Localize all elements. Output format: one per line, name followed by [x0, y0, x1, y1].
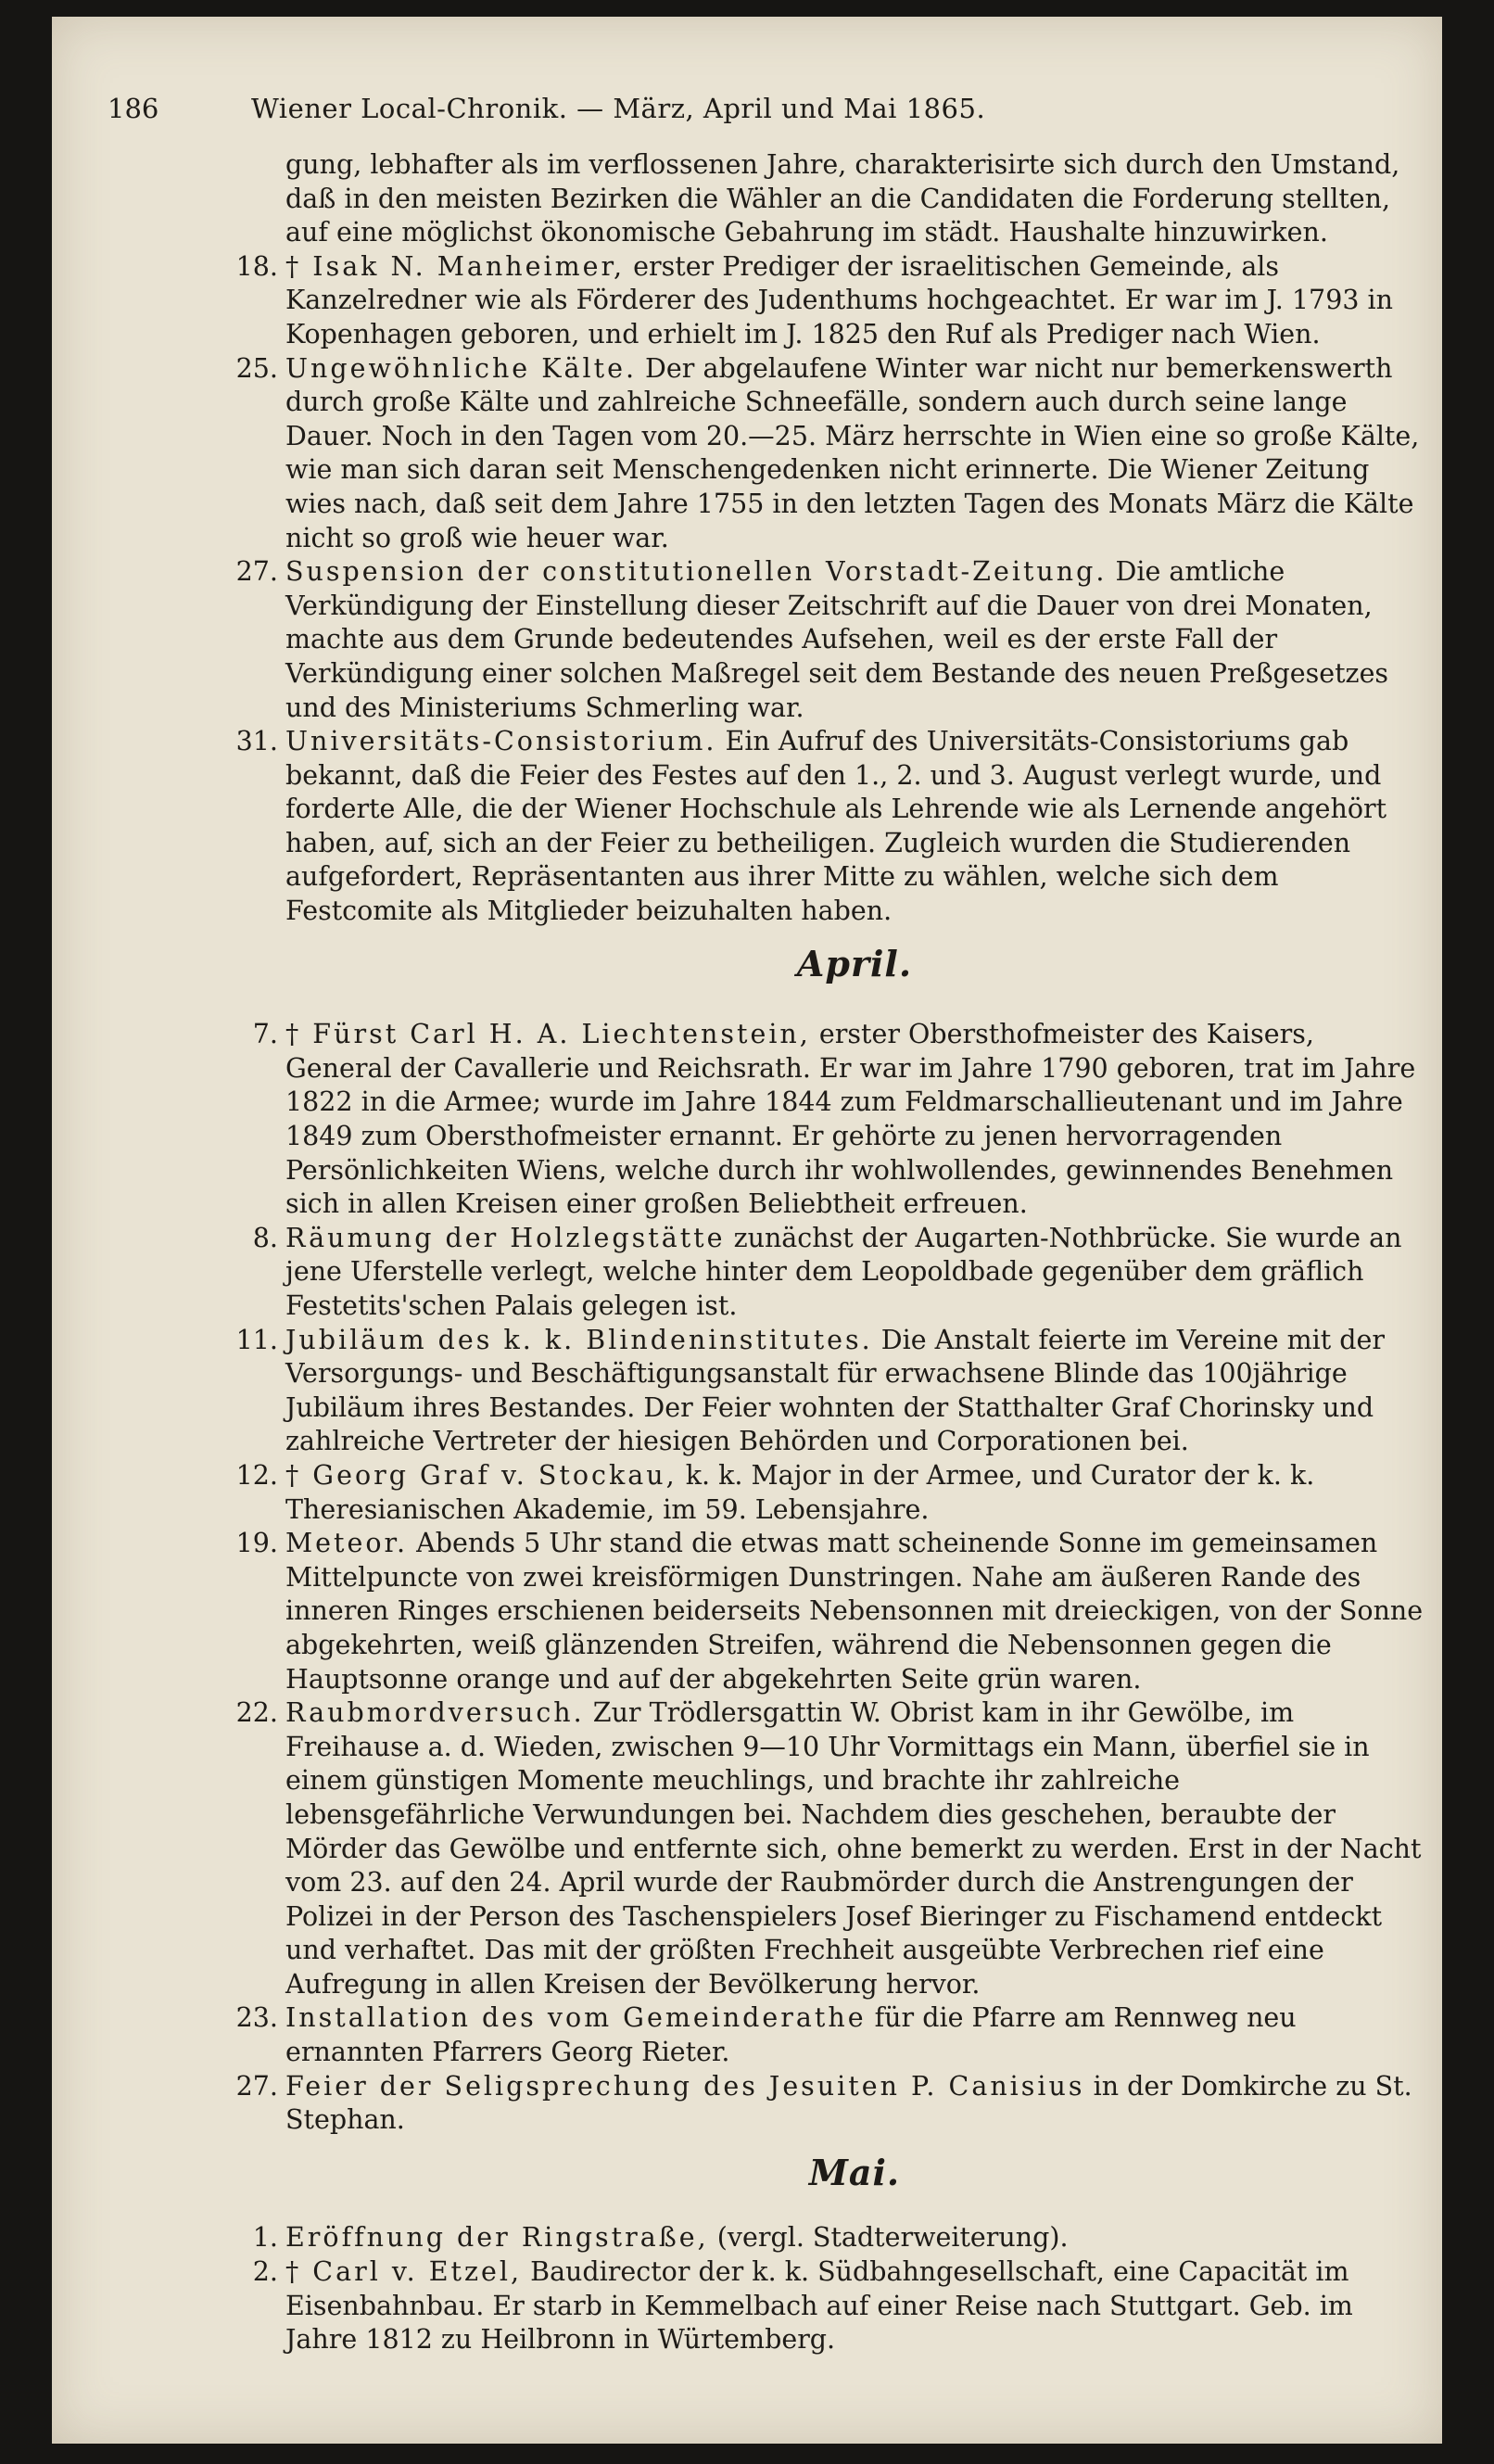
- entry-description: erster Obersthofmeister des Kaisers, General der Cavallerie und Reichsrath. Er war im Jahre 1790 geboren, trat im Jahre 1822 in die Armee; wurde im Jahre 1844 zum Feldmarschallieutenant und im Jahre 1849 zum Obersthofmeister ernannt. Er gehörte zu jenen hervorragenden Persönlichkeiten Wiens, welche durch ihr wohlwollendes, gewinnendes Benehmen sich in allen Kreisen einer großen Beliebtheit erfreuen.: [285, 1019, 1416, 1220]
- entry-day: 12.: [235, 1459, 278, 1491]
- entry-day: 18.: [235, 250, 278, 282]
- chronicle-entry: [182, 1018, 1424, 1222]
- chronicle-entry: [182, 1696, 1424, 2001]
- entry-lead: Suspension der constitutionellen Vorstadt-Zeitung.: [285, 556, 1108, 588]
- entry-description: Die amtliche Verkündigung der Einstellung dieser Zeitschrift auf die Dauer von drei Monaten, machte aus dem Grunde bedeutendes Aufsehen, weil es der erste Fall der Verkündigung einer solchen Maßregel seit dem Bestande des neuen Preßgesetzes und des Ministeriums Schmerling war.: [285, 556, 1389, 723]
- entry-day: 27.: [235, 2070, 278, 2102]
- entry-lead: Ungewöhnliche Kälte.: [285, 352, 637, 384]
- entry-description: k. k. Major in der Armee, und Curator der k. k. Theresianischen Akademie, im 59. Lebensjahre.: [285, 1459, 1315, 1525]
- entry-text: [285, 1528, 1423, 1694]
- entry-description: für die Pfarre am Rennweg neu ernannten Pfarrers Georg Rieter.: [285, 2002, 1297, 2068]
- entry-lead: Universitäts-Consistorium.: [285, 726, 717, 757]
- entry-text: [285, 1460, 1314, 1525]
- entry-day: 31.: [235, 726, 278, 757]
- entry-text: [285, 556, 1388, 722]
- entry-description: Ein Aufruf des Universitäts-Consistoriums gab bekannt, daß die Feier des Festes auf den 1., 2. und 3. August verlegt wurde, und forderte Alle, die der Wiener Hochschule als Lehrende wie als Lernende angehört haben, auf, sich an der Feier zu betheiligen. Zugleich wurden die Studierenden aufgefordert, Repräsentanten aus ihrer Mitte zu wählen, welche sich dem Festcomite als Mitglieder beizuhalten haben.: [285, 726, 1387, 927]
- entry-lead: † Georg Graf v. Stockau,: [285, 1459, 677, 1491]
- page-number: 186: [108, 93, 159, 124]
- entry-lead: † Carl v. Etzel,: [285, 2256, 523, 2288]
- entry-description: erster Prediger der israelitischen Gemeinde, als Kanzelredner wie als Förderer des Judenthums hochgeachtet. Er war im J. 1793 in Kopenhagen geboren, und erhielt im J. 1825 den Ruf als Prediger nach Wien.: [285, 250, 1393, 349]
- book-page: [52, 17, 1442, 2444]
- entry-lead: Jubiläum des k. k. Blindeninstitutes.: [285, 1324, 873, 1355]
- chronicle-entry: [182, 725, 1424, 929]
- entry-text: [285, 2002, 1297, 2067]
- chronicle-entry: [182, 250, 1424, 352]
- running-title: Wiener Local-Chronik. — März, April und Mai 1865.: [251, 93, 986, 124]
- entry-description: in der Domkirche zu St. Stephan.: [285, 2070, 1412, 2136]
- entry-day: 2.: [252, 2256, 278, 2288]
- section-heading-mai: Mai.: [808, 2151, 901, 2193]
- chronicle-entry: [182, 2070, 1424, 2138]
- chronicle-entry: [182, 1459, 1424, 1527]
- entry-description: Zur Trödlersgattin W. Obrist kam in ihr Gewölbe, im Freihause a. d. Wieden, zwischen 9—10 Uhr Vormittags ein Mann, überfiel sie in einem günstigen Momente meuchlings, und brachte ihr zahlreiche lebensgefährliche Verwundungen bei. Nachdem dies geschehen, beraubte der Mörder das Gewölbe und entfernte sich, ohne bemerkt zu werden. Erst in der Nacht vom 23. auf den 24. April wurde der Raubmörder durch die Anstrengungen der Polizei in der Person des Taschenspielers Josef Bieringer zu Fischamend entdeckt und verhaftet. Das mit der größten Frechheit ausgeübte Verbrechen rief eine Aufregung in allen Kreisen der Bevölkerung hervor.: [285, 1697, 1422, 2000]
- entry-day: 8.: [252, 1222, 278, 1253]
- chronicle-entry: [182, 2255, 1424, 2357]
- page-header: [108, 93, 1201, 139]
- entry-lead: † Isak N. Manheimer,: [285, 250, 626, 282]
- entry-text: [285, 1325, 1385, 1457]
- chronicle-entry: [182, 1527, 1424, 1696]
- entry-text: [285, 1019, 1415, 1219]
- entry-lead: Installation des vom Gemeinderathe: [285, 2002, 867, 2034]
- entry-lead: Raubmordversuch.: [285, 1697, 585, 1729]
- entry-text: [285, 2222, 1069, 2253]
- entry-day: 1.: [252, 2222, 278, 2254]
- entry-day: 22.: [235, 1697, 278, 1729]
- continuation-paragraph: gung, lebhafter als im verflossenen Jahre, charakterisirte sich durch den Umstand, daß in den meisten Bezirken die Wähler an die Candidaten die Forderung stellten, auf eine möglichst ökonomische Gebahrung im städt. Haushalte hinzuwirken.: [285, 149, 1400, 248]
- entry-lead: Feier der Seligsprechung des Jesuiten P. Canisius: [285, 2070, 1085, 2102]
- entry-text: [285, 353, 1419, 553]
- chronicle-entry: [182, 352, 1424, 556]
- entry-description: zunächst der Augarten-Nothbrücke. Sie wurde an jene Uferstelle verlegt, welche hinter dem Leopoldbade gegenüber dem gräflich Festetits'schen Palais gelegen ist.: [285, 1222, 1402, 1321]
- entry-text: [285, 726, 1386, 926]
- chronicle-entry: [182, 1222, 1424, 1324]
- entry-lead: Eröffnung der Ringstraße,: [285, 2222, 709, 2254]
- entry-description: Der abgelaufene Winter war nicht nur bemerkenswerth durch große Kälte und zahlreiche Schneefälle, sondern auch durch seine lange Dauer. Noch in den Tagen vom 20.—25. März herrschte in Wien eine so große Kälte, wie man sich daran seit Menschengedenken nicht erinnerte. Die Wiener Zeitung wies nach, daß seit dem Jahre 1755 in den letzten Tagen des Monats März die Kälte nicht so groß wie heuer war.: [285, 352, 1420, 553]
- entry-day: 27.: [235, 556, 278, 588]
- entry-day: 11.: [235, 1324, 278, 1355]
- chronicle-entry: [182, 2221, 1424, 2255]
- entry-day: 25.: [235, 352, 278, 384]
- entry-day: 19.: [235, 1528, 278, 1559]
- entry-description: Die Anstalt feierte im Vereine mit der Versorgungs- und Beschäftigungsanstalt für erwachsene Blinde das 100jährige Jubiläum ihres Bestandes. Der Feier wohnten der Statthalter Graf Chorinsky und zahlreiche Vertreter der hiesigen Behörden und Corporationen bei.: [285, 1324, 1386, 1457]
- entry-description: (vergl. Stadterweiterung).: [708, 2222, 1069, 2254]
- chronicle-entry: [182, 555, 1424, 725]
- entry-lead: † Fürst Carl H. A. Liechtenstein,: [285, 1019, 811, 1050]
- entry-lead: Räumung der Holzlegstätte: [285, 1222, 726, 1253]
- entry-text: [285, 251, 1393, 349]
- entry-text: [285, 2071, 1412, 2136]
- entry-lead: Meteor.: [285, 1528, 409, 1559]
- chronicle-entry: [182, 2001, 1424, 2069]
- entry-day: 23.: [235, 2002, 278, 2034]
- entry-text: [285, 1697, 1421, 2000]
- page-body: [182, 148, 1424, 2357]
- entry-text: [285, 2256, 1353, 2355]
- entry-day: 7.: [252, 1019, 278, 1050]
- entry-description: Baudirector der k. k. Südbahngesellschaft, eine Capacität im Eisenbahnbau. Er starb in Kemmelbach auf einer Reise nach Stuttgart. Geb. im Jahre 1812 zu Heilbronn in Würtemberg.: [285, 2256, 1353, 2356]
- chronicle-entry: [182, 1324, 1424, 1459]
- entry-text: [285, 1223, 1401, 1321]
- entry-description: Abends 5 Uhr stand die etwas matt scheinende Sonne im gemeinsamen Mittelpuncte von zwei kreisförmigen Dunstringen. Nahe am äußeren Rande des inneren Ringes erschienen beiderseits Nebensonnen mit dreieckigen, von der Sonne abgekehrten, weiß glänzenden Streifen, während die Nebensonnen gegen die Hauptsonne orange und auf der abgekehrten Seite grün waren.: [285, 1528, 1424, 1695]
- section-heading-april: April.: [796, 942, 913, 984]
